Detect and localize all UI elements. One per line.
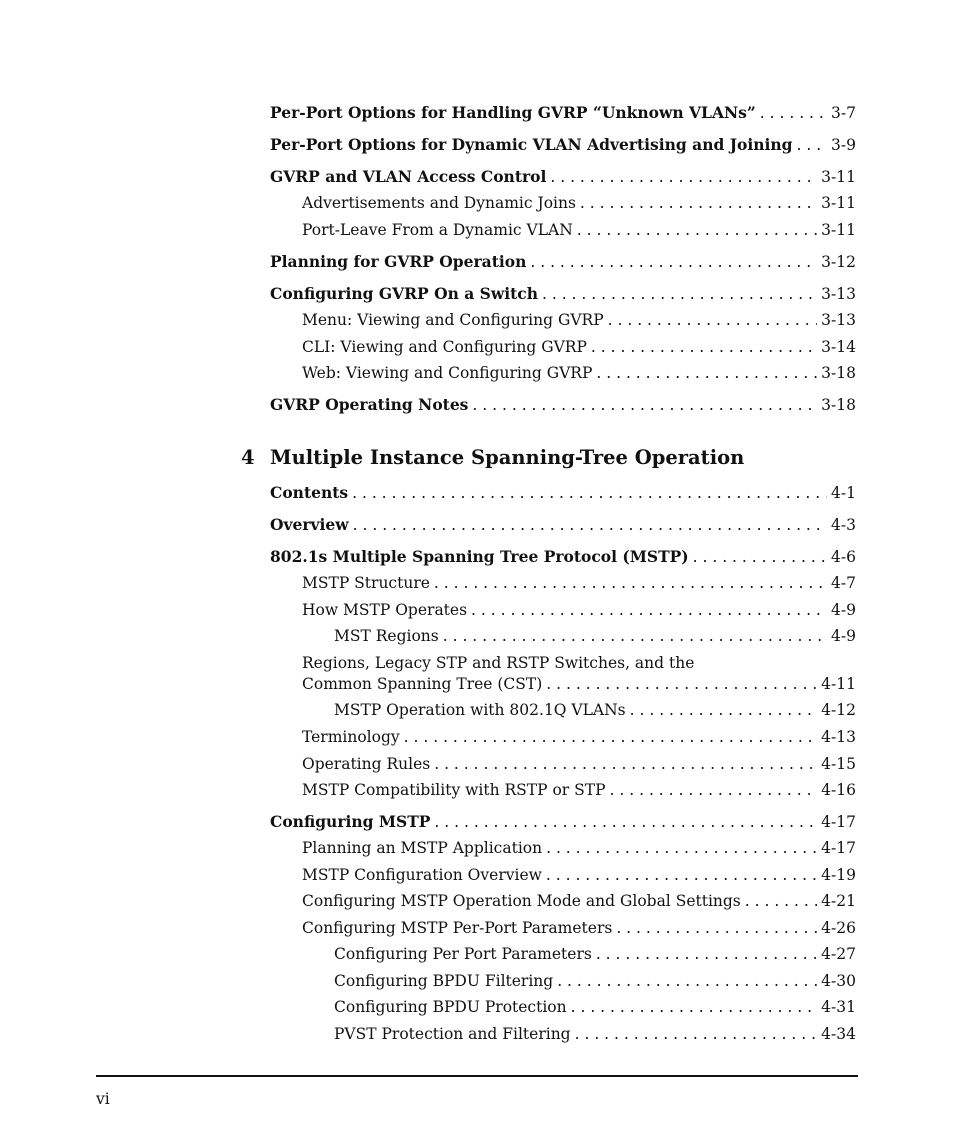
toc-entry-page: 3-13 bbox=[821, 285, 856, 303]
leader-dots bbox=[596, 363, 817, 383]
leader-dots bbox=[580, 193, 817, 213]
toc-entry-page: 3-11 bbox=[821, 194, 856, 212]
toc-entry-page: 4-1 bbox=[831, 484, 856, 502]
toc-entry-title: Contents bbox=[270, 483, 349, 502]
toc-entry-page: 4-17 bbox=[821, 839, 856, 857]
toc-entry-title: Configuring BPDU Protection bbox=[334, 998, 567, 1016]
toc-entry[interactable] bbox=[302, 727, 856, 747]
toc-entry[interactable] bbox=[302, 838, 856, 858]
toc-entry-page: 3-14 bbox=[821, 338, 856, 356]
toc-entry-title: Overview bbox=[270, 515, 349, 534]
leader-dots bbox=[546, 838, 817, 858]
toc-entry-title: Configuring MSTP Operation Mode and Global Settings bbox=[302, 892, 741, 910]
toc-entry-title: Advertisements and Dynamic Joins bbox=[302, 194, 576, 212]
toc-entry-page: 4-21 bbox=[821, 892, 856, 910]
leader-dots bbox=[797, 135, 828, 155]
leader-dots bbox=[610, 780, 818, 800]
toc-entry-page: 4-19 bbox=[821, 866, 856, 884]
toc-entry[interactable] bbox=[302, 891, 856, 911]
toc-entry-title: CLI: Viewing and Configuring GVRP bbox=[302, 338, 587, 356]
toc-entry-title: Menu: Viewing and Configuring GVRP bbox=[302, 311, 604, 329]
toc-entry[interactable] bbox=[334, 944, 856, 964]
toc-entry-title: Port-Leave From a Dynamic VLAN bbox=[302, 221, 573, 239]
toc-entry[interactable] bbox=[334, 997, 856, 1017]
toc-entry-page: 4-26 bbox=[821, 919, 856, 937]
toc-entry-title: MSTP Operation with 802.1Q VLANs bbox=[334, 701, 626, 719]
leader-dots bbox=[591, 337, 817, 357]
toc-entry-title: Operating Rules bbox=[302, 755, 431, 773]
toc-entry-title: MSTP Structure bbox=[302, 574, 430, 592]
toc-entry[interactable] bbox=[270, 135, 856, 155]
chapter-number: 4 bbox=[241, 446, 255, 469]
leader-dots bbox=[575, 1024, 818, 1044]
toc-entry-title: Terminology bbox=[302, 728, 400, 746]
leader-dots bbox=[693, 547, 827, 567]
footer-page-number: vi bbox=[96, 1090, 110, 1108]
toc-entry-page: 4-13 bbox=[821, 728, 856, 746]
toc-entry-title: GVRP Operating Notes bbox=[270, 395, 469, 414]
toc-entry-title: Configuring GVRP On a Switch bbox=[270, 284, 538, 303]
chapter-heading[interactable] bbox=[241, 446, 744, 469]
leader-dots bbox=[745, 891, 817, 911]
toc-entry[interactable] bbox=[302, 220, 856, 240]
leader-dots bbox=[546, 865, 817, 885]
toc-entry[interactable] bbox=[270, 252, 856, 272]
toc-entry-title: Configuring MSTP bbox=[270, 812, 431, 831]
toc-entry[interactable] bbox=[302, 865, 856, 885]
toc-entry-title: Configuring Per Port Parameters bbox=[334, 945, 592, 963]
toc-entry-title: Common Spanning Tree (CST) bbox=[302, 675, 543, 693]
toc-entry[interactable] bbox=[334, 626, 856, 646]
leader-dots bbox=[760, 103, 827, 123]
toc-entry-page: 4-9 bbox=[831, 601, 856, 619]
toc-entry-title: 802.1s Multiple Spanning Tree Protocol (MSTP) bbox=[270, 547, 689, 566]
leader-dots bbox=[571, 997, 818, 1017]
toc-entry[interactable] bbox=[270, 483, 856, 503]
leader-dots bbox=[550, 167, 817, 187]
leader-dots bbox=[434, 573, 827, 593]
toc-entry-page: 4-3 bbox=[831, 516, 856, 534]
toc-entry[interactable] bbox=[302, 573, 856, 593]
toc-entry[interactable] bbox=[270, 284, 856, 304]
toc-entry-title: Planning for GVRP Operation bbox=[270, 252, 527, 271]
toc-entry[interactable] bbox=[302, 754, 856, 774]
toc-entry-title-line1[interactable]: Regions, Legacy STP and RSTP Switches, and the bbox=[302, 654, 695, 672]
leader-dots bbox=[530, 252, 817, 272]
toc-entry[interactable] bbox=[334, 700, 856, 720]
toc-entry[interactable] bbox=[302, 918, 856, 938]
toc-entry-title: Configuring MSTP Per-Port Parameters bbox=[302, 919, 613, 937]
toc-entry-title: MSTP Compatibility with RSTP or STP bbox=[302, 781, 606, 799]
toc-entry[interactable] bbox=[302, 363, 856, 383]
toc-entry-title: GVRP and VLAN Access Control bbox=[270, 167, 547, 186]
toc-entry-title: Planning an MSTP Application bbox=[302, 839, 543, 857]
toc-entry[interactable] bbox=[270, 812, 856, 832]
toc-entry-page: 4-30 bbox=[821, 972, 856, 990]
toc-entry-page: 3-18 bbox=[821, 396, 856, 414]
toc-entry-page: 3-12 bbox=[821, 253, 856, 271]
toc-entry-title: MST Regions bbox=[334, 627, 439, 645]
toc-entry[interactable] bbox=[270, 547, 856, 567]
toc-entry-title: Per-Port Options for Dynamic VLAN Advertising and Joining bbox=[270, 135, 793, 154]
toc-entry[interactable] bbox=[302, 193, 856, 213]
toc-entry-page: 3-11 bbox=[821, 221, 856, 239]
toc-entry-page: 4-16 bbox=[821, 781, 856, 799]
toc-entry[interactable] bbox=[302, 337, 856, 357]
chapter-title: Multiple Instance Spanning-Tree Operation bbox=[270, 446, 745, 469]
leader-dots bbox=[443, 626, 827, 646]
leader-dots bbox=[434, 754, 817, 774]
toc-entry[interactable] bbox=[334, 971, 856, 991]
toc-entry-title: PVST Protection and Filtering bbox=[334, 1025, 571, 1043]
toc-entry-page: 4-7 bbox=[831, 574, 856, 592]
leader-dots bbox=[542, 284, 817, 304]
toc-entry[interactable] bbox=[334, 1024, 856, 1044]
leader-dots bbox=[434, 812, 817, 832]
toc-entry-page: 3-13 bbox=[821, 311, 856, 329]
leader-dots bbox=[353, 515, 827, 535]
leader-dots bbox=[608, 310, 818, 330]
toc-entry[interactable] bbox=[302, 600, 856, 620]
toc-entry-page: 3-9 bbox=[831, 136, 856, 154]
footer-divider bbox=[96, 1075, 858, 1077]
leader-dots bbox=[471, 600, 827, 620]
toc-entry[interactable] bbox=[302, 780, 856, 800]
toc-entry[interactable] bbox=[270, 167, 856, 187]
toc-entry-title: MSTP Configuration Overview bbox=[302, 866, 542, 884]
toc-entry-title: Configuring BPDU Filtering bbox=[334, 972, 554, 990]
leader-dots bbox=[352, 483, 827, 503]
toc-entry-page: 4-9 bbox=[831, 627, 856, 645]
toc-entry-page: 4-31 bbox=[821, 998, 856, 1016]
leader-dots bbox=[546, 674, 817, 694]
toc-entry-title: Web: Viewing and Configuring GVRP bbox=[302, 364, 593, 382]
toc-entry-page: 3-11 bbox=[821, 168, 856, 186]
leader-dots bbox=[596, 944, 817, 964]
leader-dots bbox=[577, 220, 817, 240]
toc-entry-page: 4-12 bbox=[821, 701, 856, 719]
toc-entry-title: Per-Port Options for Handling GVRP “Unknown VLANs” bbox=[270, 103, 756, 122]
toc-entry-page: 4-6 bbox=[831, 548, 856, 566]
toc-entry[interactable] bbox=[270, 103, 856, 123]
toc-entry-page: 4-27 bbox=[821, 945, 856, 963]
toc-entry-page: 4-11 bbox=[821, 675, 856, 693]
toc-entry-page: 4-17 bbox=[821, 813, 856, 831]
toc-entry[interactable] bbox=[302, 674, 856, 694]
leader-dots bbox=[404, 727, 818, 747]
leader-dots bbox=[616, 918, 817, 938]
leader-dots bbox=[630, 700, 818, 720]
toc-entry[interactable] bbox=[270, 515, 856, 535]
toc-entry-page: 3-18 bbox=[821, 364, 856, 382]
toc-entry-page: 4-15 bbox=[821, 755, 856, 773]
toc-entry-title: How MSTP Operates bbox=[302, 601, 468, 619]
toc-entry[interactable] bbox=[270, 395, 856, 415]
toc-entry-page: 4-34 bbox=[821, 1025, 856, 1043]
leader-dots bbox=[557, 971, 817, 991]
leader-dots bbox=[472, 395, 817, 415]
toc-entry-page: 3-7 bbox=[831, 104, 856, 122]
toc-entry[interactable] bbox=[302, 310, 856, 330]
